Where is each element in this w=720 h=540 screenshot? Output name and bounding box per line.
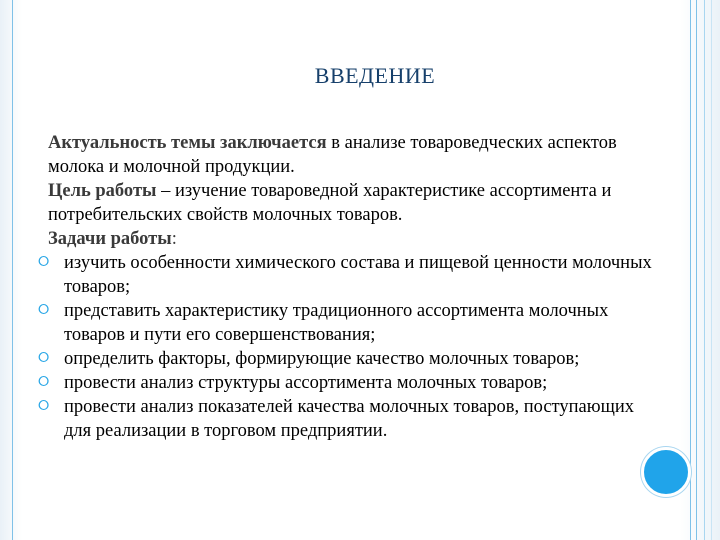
relevance-label: Актуальность темы заключается: [48, 133, 327, 153]
task-text: провести анализ структуры ассортимента молочных товаров;: [64, 373, 548, 393]
list-item: [38, 347, 656, 371]
relevance-text: в анализе товароведческих аспектов молока и молочной продукции.: [48, 133, 617, 177]
tasks-list: [38, 251, 656, 443]
right-frame-line-3: [704, 0, 705, 540]
right-frame-line-1: [690, 0, 691, 540]
task-text: провести анализ показателей качества молочных товаров, поступающих для реализации в торговом предприятии.: [64, 397, 634, 441]
goal-label: Цель работы: [48, 181, 157, 201]
relevance-paragraph: [46, 131, 656, 179]
list-item: [38, 251, 656, 299]
ring-bullet-icon: ⭘: [38, 375, 50, 390]
task-text: определить факторы, формирующие качество молочных товаров;: [64, 349, 580, 369]
decorative-circle: [641, 447, 691, 497]
tasks-suffix: :: [171, 229, 177, 249]
tasks-label: Задачи работы: [48, 229, 172, 249]
goal-text: – изучение товароведной характеристике ассортимента и потребительских свойств молочных товаров.: [48, 181, 612, 225]
list-item: [38, 299, 656, 347]
list-item: [38, 395, 656, 443]
ring-bullet-icon: ⭘: [38, 255, 50, 270]
goal-paragraph: [46, 179, 656, 227]
right-frame-line-4: [711, 0, 712, 540]
task-text: представить характеристику традиционного ассортимента молочных товаров и пути его совершенствования;: [64, 301, 609, 345]
ring-bullet-icon: ⭘: [38, 399, 50, 414]
left-frame-decoration: [0, 0, 22, 540]
right-frame-line-2: [696, 0, 697, 540]
ring-bullet-icon: ⭘: [38, 303, 50, 318]
slide-title: ВВЕДЕНИЕ: [314, 63, 436, 88]
list-item: [38, 371, 656, 395]
tasks-heading: [46, 227, 656, 251]
task-text: изучить особенности химического состава и пищевой ценности молочных товаров;: [64, 253, 652, 297]
ring-bullet-icon: ⭘: [38, 351, 50, 366]
slide-content: [38, 131, 656, 443]
left-frame-line: [12, 0, 13, 540]
